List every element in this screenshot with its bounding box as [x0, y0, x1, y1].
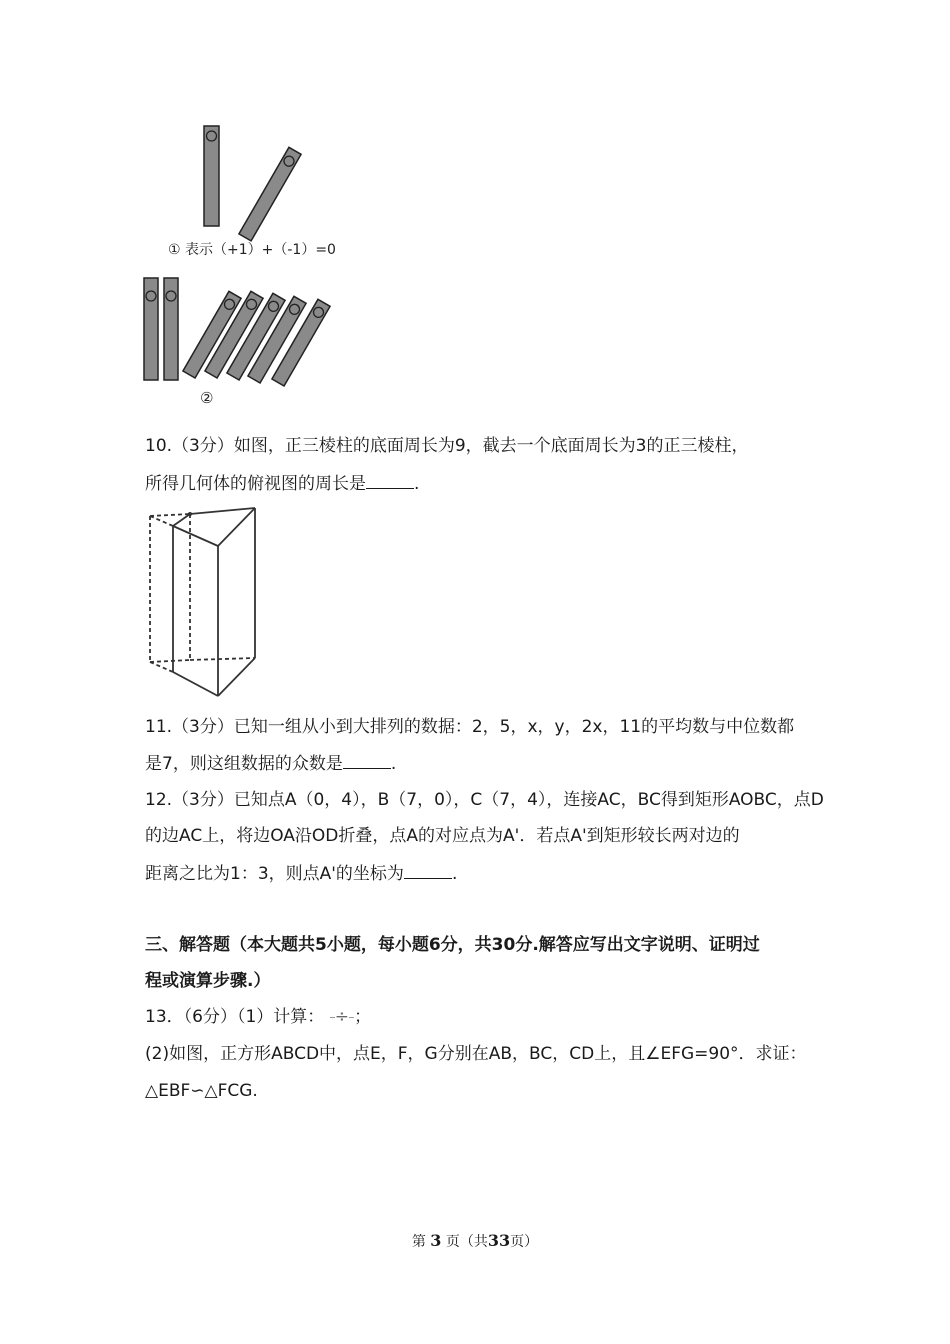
q12-line-2: 的边AC上，将边OA沿OD折叠，点A的对应点为A'．若点A'到矩形较长两对边的 — [145, 826, 740, 846]
footer-mid: 页（共 — [445, 1234, 488, 1250]
footer-pre: 第 — [411, 1234, 426, 1250]
q13-line-1 — [145, 1006, 371, 1028]
rod-figure-1 — [160, 118, 370, 263]
prism-figure — [140, 500, 270, 705]
q12-line-1: 12.（3分）已知点A（0，4），B（7，0），C（7，4），连接AC，BC得到矩形AOBC，点D — [145, 790, 824, 810]
q11-line-2 — [145, 752, 396, 775]
footer-total: 33 — [487, 1231, 511, 1250]
divide-sign: ÷ — [334, 1007, 350, 1027]
q12-line-3 — [145, 862, 457, 885]
q13-text: 13．（6分）（1）计算： — [145, 1007, 325, 1027]
rod-hole — [166, 291, 176, 301]
section-3-heading-1: 三、解答题（本大题共5小题，每小题6分，共30分.解答应写出文字说明、证明过 — [145, 935, 760, 955]
footer-post: 页） — [510, 1234, 539, 1250]
q10-period: . — [414, 474, 420, 494]
answer-blank — [404, 862, 452, 879]
section-3-heading-2: 程或演算步骤.） — [145, 971, 271, 991]
q10-line-2 — [145, 472, 419, 495]
q10-text: 所得几何体的俯视图的周长是 — [145, 474, 366, 494]
rod-hole — [207, 131, 217, 141]
footer-page: 3 — [430, 1231, 442, 1250]
slanted-rod — [239, 147, 301, 241]
q13-semicolon: ； — [354, 1007, 372, 1027]
fig2-label: ② — [200, 389, 214, 407]
answer-blank — [343, 752, 391, 769]
rod-figure-2 — [140, 272, 360, 410]
q12-text: 距离之比为1：3，则点A'的坐标为 — [145, 864, 404, 884]
rod-hole — [146, 291, 156, 301]
q13-line-3: △EBF∽△FCG. — [145, 1081, 258, 1101]
page-footer — [0, 1231, 950, 1251]
q10-line-1: 10.（3分）如图，正三棱柱的底面周长为9，截去一个底面周长为3的正三棱柱， — [145, 436, 749, 456]
q11-line-1: 11.（3分）已知一组从小到大排列的数据：2，5，x，y，2x，11的平均数与中位数都 — [145, 717, 795, 737]
q11-text: 是7，则这组数据的众数是 — [145, 754, 343, 774]
fig1-label: ① 表示（+1）+（-1）=0 — [168, 242, 336, 258]
q12-period: . — [451, 864, 458, 884]
answer-blank — [366, 472, 414, 489]
q11-period: . — [390, 754, 397, 774]
q13-line-2: (2)如图，正方形ABCD中，点E，F，G分别在AB，BC，CD上，且∠EFG=90°．求证： — [145, 1044, 807, 1064]
